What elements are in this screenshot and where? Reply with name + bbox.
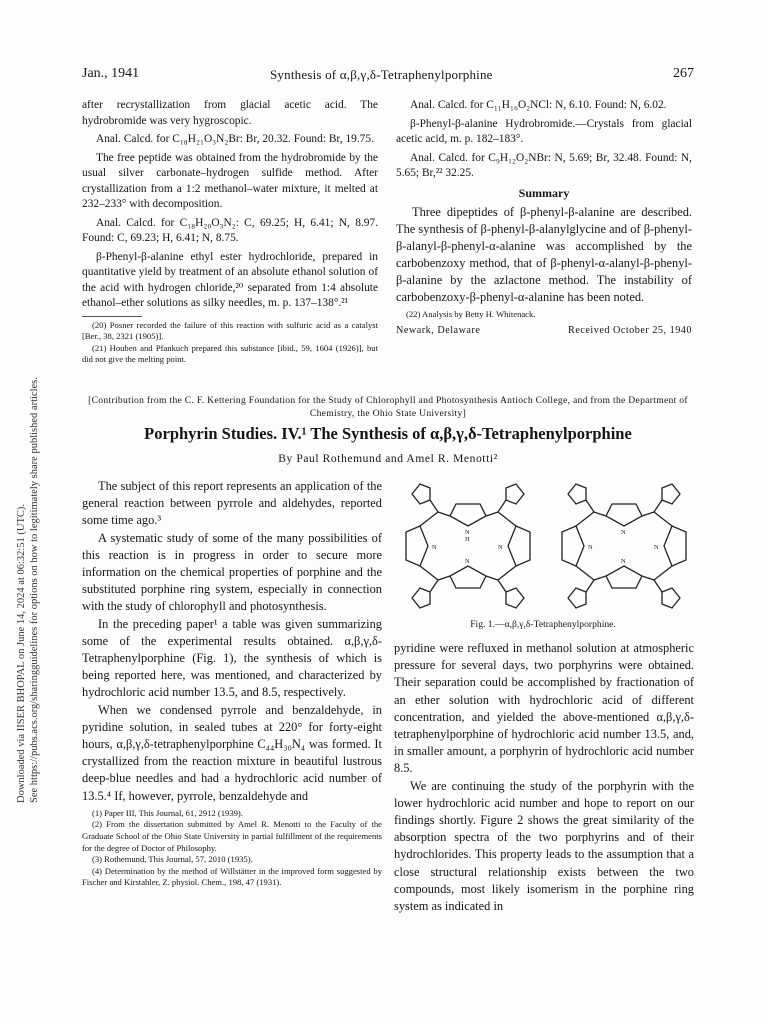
paragraph: after recrystallization from glacial acetic acid. The hydrobromide was very hygroscopic. (82, 99, 378, 127)
summary-text: Three dipeptides of β-phenyl-β-alanine are described. The synthesis of β-phenyl-β-alanylglycine and of β-phenyl-β-alanyl-β-phenyl-α-alanine was accomplished by the carbobenzoxy method, that of β-phenyl-α-alanyl-β-phenyl-β-alanine by the azlactone method. The instability of carbobenzoxy-β-phenyl-α-alanine has been noted. (396, 205, 692, 304)
phenyl-ring (568, 588, 586, 608)
download-note (15, 183, 45, 803)
footnote-2: (2) From the dissertation submitted by Amel R. Menotti to the Faculty of the Graduate School of the Ohio State University in partial fulfillment of the requirements for the degree of Doctor of Philosophy. (82, 819, 382, 853)
paragraph: The subject of this report represents an application of the general reaction between pyrrole and aldehydes, reported some time ago.³ (82, 479, 382, 528)
figure-1 (392, 476, 694, 638)
paragraph: We are continuing the study of the porphyrin with the lower hydrochloric acid number and hope to report on our findings shortly. Figure 2 shows the great similarity of the absorption spectra of the two porphyrins and of their hydrochlorides. This property leads to the assumption that a close structural relationship exists between the two compounds, most likely isomerism in the porphine ring system as indicated in (394, 778, 694, 914)
paragraph: A systematic study of some of the many possibilities of this reaction is in progress in order to secure more information on the chemical properties of porphine and the substituted porphine ring system, especially in connection with the study of chlorophyll and photosynthesis. (82, 530, 382, 614)
pyrrole-ring (606, 566, 642, 588)
paragraph: pyridine were refluxed in methanol solution at atmospheric pressure for several days, two porphyrins were obtained. Their separation could be accomplished by fractionation of an ether solution with hydrochloric acid of different concentration, and yielded the above-mentioned α,β,γ,δ-tetraphenylporphine of hydrochloric acid number 13.5, and, in smaller amount, a porphyrin of hydrochloric acid number 8.5. (394, 641, 694, 776)
summary-heading: Summary (518, 185, 570, 200)
footnote-20: (20) Posner recorded the failure of this reaction with sulfuric acid as a catalyst [Ber., 38, 2321 (1905)]. (82, 319, 378, 342)
issue-date: Jan., 1941 (82, 66, 140, 81)
dateline (396, 323, 692, 339)
article-right-column (394, 640, 694, 915)
running-head (82, 66, 694, 86)
footnote-4: (4) Determination by the method of Willstätter in the improved form suggested by Fischer and Kirstahler, Z. physiol. Chem., 198, 47 (1931). (82, 865, 382, 888)
previous-article-right-column (396, 98, 692, 338)
pyrrole-ring (450, 504, 486, 526)
pyrrole-ring (562, 526, 584, 566)
article-title: Porphyrin Studies. IV.¹ The Synthesis of α,β,γ,δ-Tetraphenylporphine (144, 424, 632, 443)
analysis-line: Anal. Calcd. for C₁₈H₂₀O₃N₂: C, 69.25; H, 6.41; N, 8.97. Found: C, 69.23; H, 6.41; N, 8.75. (82, 216, 378, 244)
atom-label-h: H (465, 536, 470, 543)
footnotes (82, 808, 382, 889)
atom-label-n: N (621, 558, 626, 565)
footnote-1: (1) Paper III, This Journal, 61, 2912 (1939). (92, 807, 243, 818)
atom-label-n: N (498, 544, 503, 551)
figure-caption: Fig. 1.—α,β,γ,δ-Tetraphenylporphine. (470, 619, 616, 630)
porphyrin-structure-left (406, 484, 530, 608)
phenyl-ring (412, 588, 430, 608)
footnote-22: (22) Analysis by Betty H. Whitenack. (406, 309, 536, 319)
byline: By Paul Rothemund and Amel R. Menotti² (278, 453, 498, 465)
paragraph: In the preceding paper¹ a table was given summarizing some of the experimental results obtained. α,β,γ,δ-Tetraphenylporphine (Fig. 1), the synthesis of which is being reported here, was mentioned, and characterized by hydrochloric acid number 13.5, and 8.5, respectively. (82, 616, 382, 700)
analysis-line: Anal. Calcd. for C₉H₁₂O₂NBr: N, 5.69; Br, 32.48. Found: N, 5.65; Br,²² 32.25. (396, 151, 692, 179)
pyrrole-ring (406, 526, 428, 566)
phenyl-ring (662, 484, 680, 504)
atom-label-n: N (432, 544, 437, 551)
atom-label-n: N (465, 558, 470, 565)
atom-label-n: N (654, 544, 659, 551)
pyrrole-ring (508, 526, 530, 566)
footnote-21: (21) Houben and Pfankuch prepared this substance [ibid., 59, 1604 (1926)], but did not give the melting point. (82, 342, 378, 365)
paragraph: The free peptide was obtained from the hydrobromide by the usual silver carbonate–hydrogen sulfide method. After crystallization from a 1:2 methanol–water mixture, it melted at 232–233° with decomposition. (82, 151, 378, 210)
pyrrole-ring (606, 504, 642, 526)
atom-label-n: N (621, 529, 626, 536)
previous-article-left-column (82, 98, 378, 366)
analysis-line: Anal. Calcd. for C₁₈H₂₁O₃N₂Br: Br, 20.32. Found: Br, 19.75. (96, 133, 374, 145)
phenyl-ring (506, 588, 524, 608)
paragraph: β-Phenyl-β-alanine ethyl ester hydrochloride, prepared in quantitative yield by treatment of an absolute ethanol solution of the acid with hydrogen chloride,²⁰ separated from 1:4 absolute ethanol–ether solutions as silky needles, m. p. 137–138°.²¹ (82, 250, 378, 309)
atom-label-n: N (465, 529, 470, 536)
paragraph: β-Phenyl-β-alanine Hydrobromide.—Crystals from glacial acetic acid, m. p. 182–183°. (396, 117, 692, 145)
footnote-rule (82, 316, 142, 317)
footnotes (82, 320, 378, 366)
download-note-line-1: Downloaded via IISER BHOPAL on June 14, 2024 at 06:32:51 (UTC). (16, 503, 27, 803)
running-title: Synthesis of α,β,γ,δ-Tetraphenylporphine (270, 67, 493, 82)
atom-label-n: N (588, 544, 593, 551)
phenyl-ring (662, 588, 680, 608)
download-note-line-2: See https://pubs.acs.org/sharingguidelines for options on how to legitimately share published articles. (29, 377, 40, 803)
received-date: Received October 25, 1940 (568, 324, 692, 336)
phenyl-ring (568, 484, 586, 504)
phenyl-ring (506, 484, 524, 504)
paragraph: When we condensed pyrrole and benzaldehyde, in pyridine solution, in sealed tubes at 220° for forty-eight hours, α,β,γ,δ-tetraphenylporphine C₄₄H₃₀N₄ was formed. It crystallized from the reaction mixture in beautiful lustrous deep-blue needles and had a hydrochloric acid number of 13.5.⁴ If, however, pyrrole, benzaldehyde and (82, 702, 382, 803)
pyrrole-ring (664, 526, 686, 566)
phenyl-ring (412, 484, 430, 504)
footnote-3: (3) Rothemund, This Journal, 57, 2010 (1935). (92, 854, 253, 865)
analysis-line: Anal. Calcd. for C₁₁H₁₆O₂NCl: N, 6.10. Found: N, 6.02. (410, 99, 667, 111)
article-left-column (82, 478, 382, 889)
contribution-note: [Contribution from the C. F. Kettering Foundation for the Study of Chlorophyll and Photosynthesis Antioch College, and from the Department of Chemistry, the Ohio State University] (88, 395, 688, 419)
porphyrin-structures (392, 476, 694, 618)
porphyrin-structure-right (562, 484, 686, 608)
pyrrole-ring (450, 566, 486, 588)
place: Newark, Delaware (396, 324, 481, 336)
page-number: 267 (673, 66, 694, 81)
